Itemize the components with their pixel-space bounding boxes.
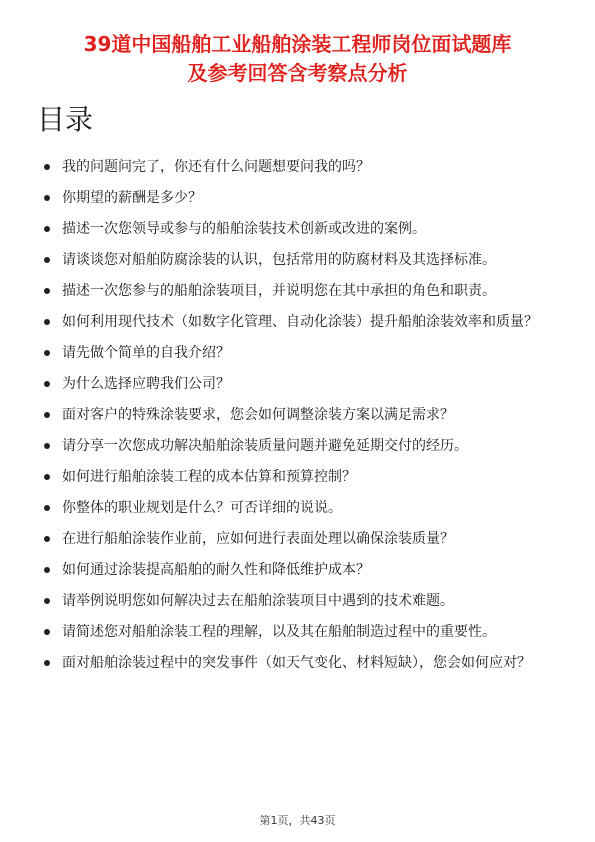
toc-heading: 目录 [37,103,94,136]
toc-item[interactable]: 面对客户的特殊涂装要求，您会如何调整涂装方案以满足需求？ [40,404,560,426]
toc-item[interactable]: 如何利用现代技术（如数字化管理、自动化涂装）提升船舶涂装效率和质量？ [40,311,560,333]
toc-item[interactable]: 如何进行船舶涂装工程的成本估算和预算控制？ [40,466,560,488]
toc-item[interactable]: 请举例说明您如何解决过去在船舶涂装项目中遇到的技术难题。 [40,590,560,612]
toc-item[interactable]: 请谈谈您对船舶防腐涂装的认识，包括常用的防腐材料及其选择标准。 [40,249,560,271]
toc-item[interactable]: 我的问题问完了，你还有什么问题想要问我的吗？ [40,156,560,178]
toc-item[interactable]: 请分享一次您成功解决船舶涂装质量问题并避免延期交付的经历。 [40,435,560,457]
toc-item[interactable]: 如何通过涂装提高船舶的耐久性和降低维护成本？ [40,559,560,581]
toc-item[interactable]: 面对船舶涂装过程中的突发事件（如天气变化、材料短缺），您会如何应对？ [40,652,560,674]
toc-item[interactable]: 请简述您对船舶涂装工程的理解，以及其在船舶制造过程中的重要性。 [40,621,560,643]
toc-item[interactable]: 在进行船舶涂装作业前，应如何进行表面处理以确保涂装质量？ [40,528,560,550]
toc-item[interactable]: 描述一次您参与的船舶涂装项目，并说明您在其中承担的角色和职责。 [40,280,560,302]
toc-item[interactable]: 请先做个简单的自我介绍？ [40,342,560,364]
title-line-2: 及参考回答含考察点分析 [187,61,408,85]
toc-item[interactable]: 为什么选择应聘我们公司？ [40,373,560,395]
title-line-1: 39道中国船舶工业船舶涂装工程师岗位面试题库 [83,32,512,56]
toc-item[interactable]: 你期望的薪酬是多少？ [40,187,560,209]
toc-item[interactable]: 描述一次您领导或参与的船舶涂装技术创新或改进的案例。 [40,218,560,240]
toc-item[interactable]: 你整体的职业规划是什么？可否详细的说说。 [40,497,560,519]
toc-list [40,156,560,683]
document-title [30,30,565,88]
page-footer: 第1页，共43页 [259,814,336,827]
